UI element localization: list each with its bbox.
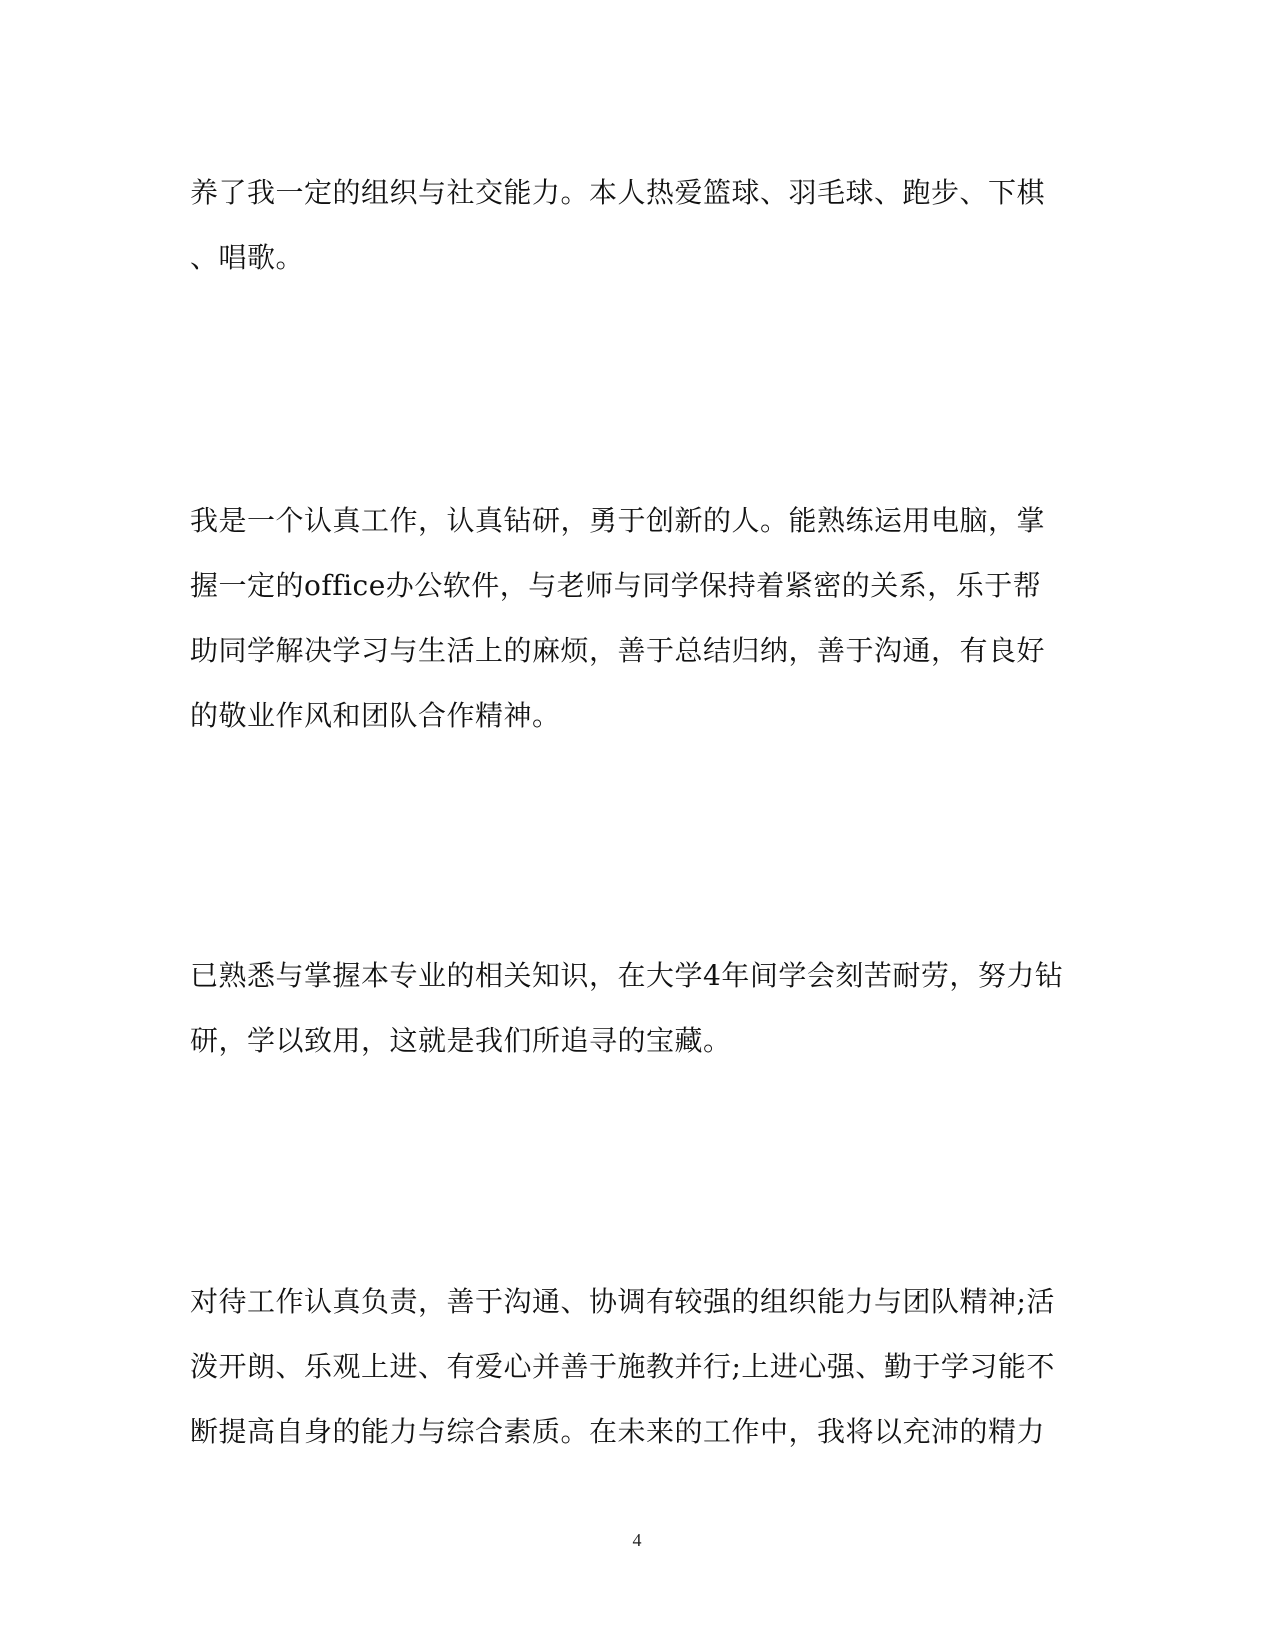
paragraph-work-attitude	[190, 488, 1090, 748]
paragraph-line: 对待工作认真负责，善于沟通、协调有较强的组织能力与团队精神;活	[190, 1285, 1055, 1318]
paragraph-line: 握一定的office办公软件，与老师与同学保持着紧密的关系，乐于帮	[190, 569, 1042, 602]
paragraph-line: 我是一个认真工作，认真钻研，勇于创新的人。能熟练运用电脑，掌	[190, 504, 1046, 537]
paragraph-hobbies	[190, 160, 1090, 290]
paragraph-line: 已熟悉与掌握本专业的相关知识，在大学4年间学会刻苦耐劳，努力钻	[190, 959, 1064, 992]
paragraph-line: 断提高自身的能力与综合素质。在未来的工作中，我将以充沛的精力	[190, 1415, 1046, 1448]
paragraph-line: 研，学以致用，这就是我们所追寻的宝藏。	[190, 1024, 732, 1057]
paragraph-line: 养了我一定的组织与社交能力。本人热爱篮球、羽毛球、跑步、下棋	[190, 176, 1046, 209]
paragraph-line: 的敬业作风和团队合作精神。	[190, 699, 561, 732]
paragraph-line: 泼开朗、乐观上进、有爱心并善于施教并行;上进心强、勤于学习能不	[190, 1350, 1055, 1383]
paragraph-self-evaluation	[190, 1269, 1090, 1464]
paragraph-line: 、唱歌。	[190, 241, 305, 274]
paragraph-line: 助同学解决学习与生活上的麻烦，善于总结归纳，善于沟通，有良好	[190, 634, 1046, 667]
paragraph-professional-knowledge	[190, 943, 1090, 1073]
page-number: 4	[632, 1530, 642, 1550]
